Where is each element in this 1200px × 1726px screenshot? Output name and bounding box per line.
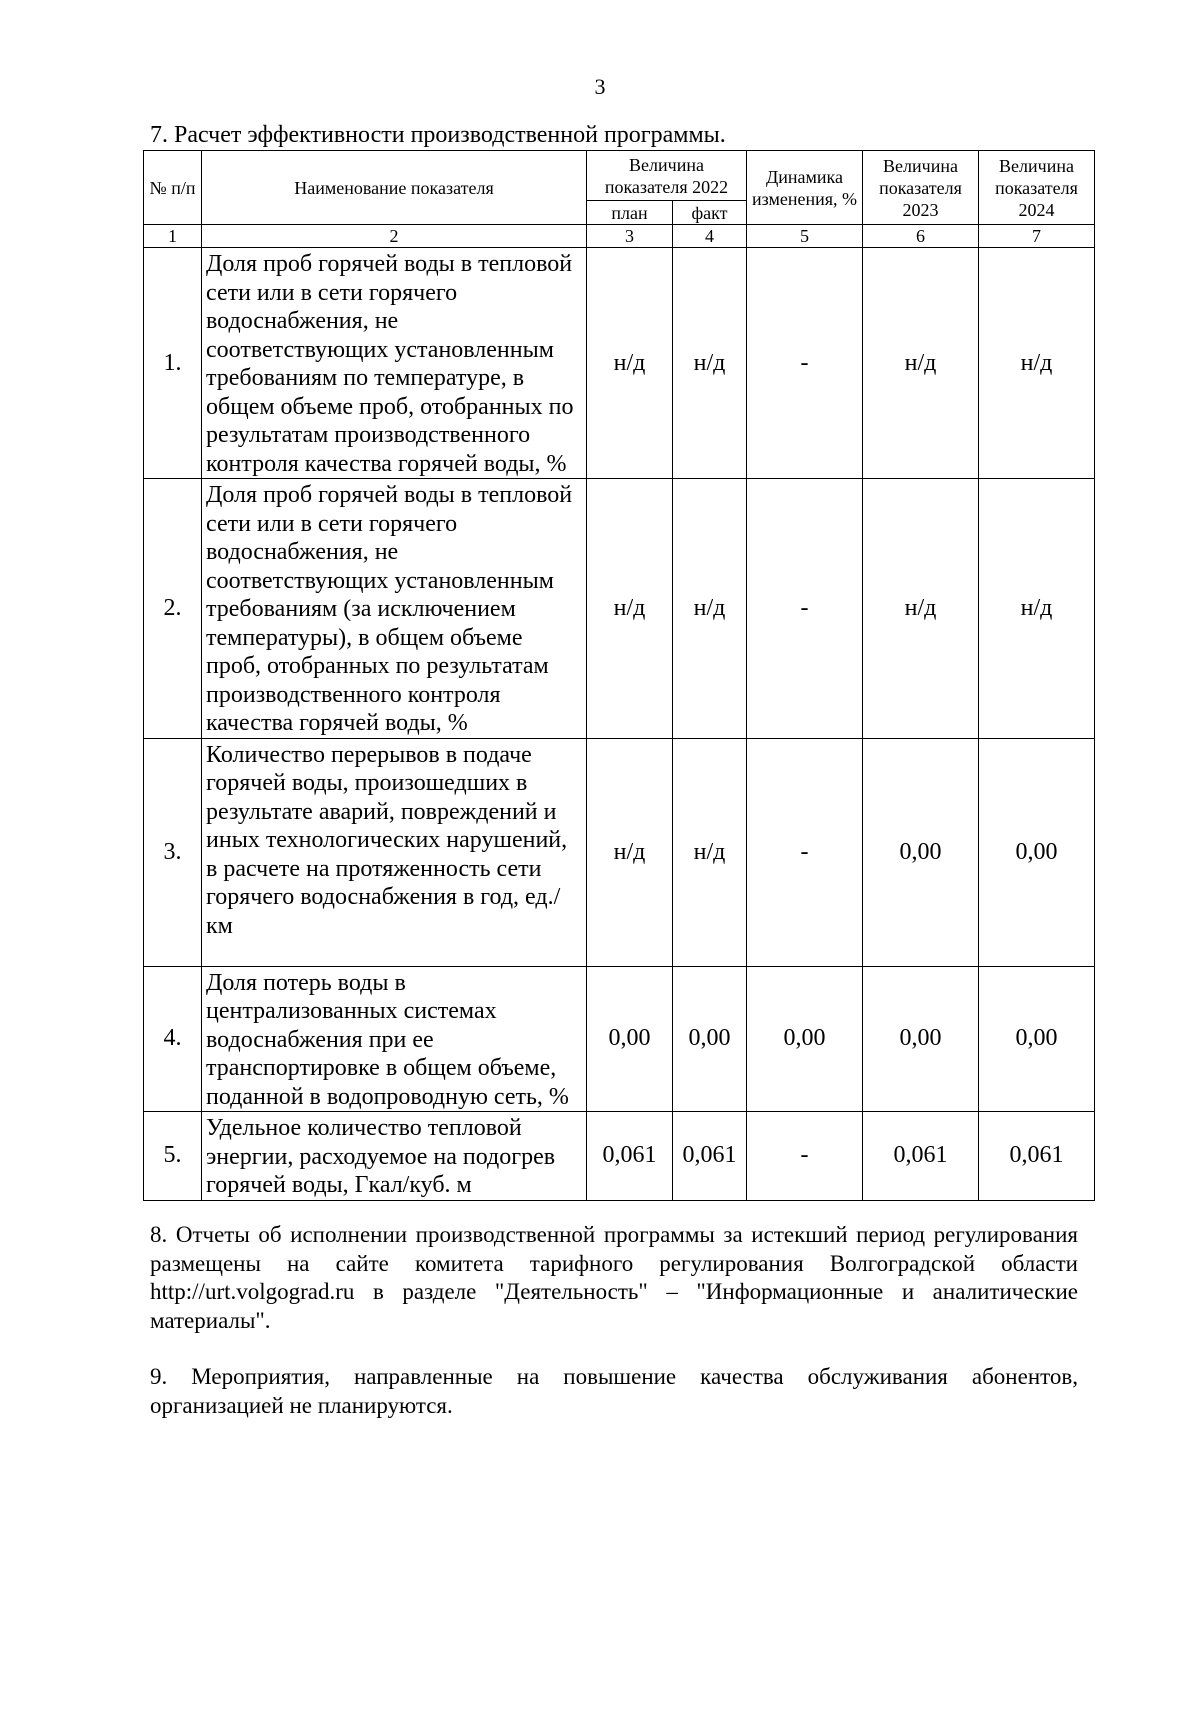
header-value-2024: Величина показателя 2024 (979, 151, 1095, 225)
fact-value: н/д (673, 738, 747, 966)
row-number: 3. (144, 738, 202, 966)
header-dynamics: Динамика изменения, % (747, 151, 863, 225)
value-2023: н/д (863, 479, 979, 739)
row-number: 1. (144, 248, 202, 479)
value-2023: 0,061 (863, 1112, 979, 1201)
column-number: 6 (863, 225, 979, 248)
value-2024: 0,00 (979, 738, 1095, 966)
header-plan: план (587, 201, 673, 225)
dynamics-value: 0,00 (747, 966, 863, 1112)
efficiency-table (143, 150, 1095, 1201)
dynamics-value: - (747, 738, 863, 966)
table-row (144, 738, 1095, 966)
header-value-2023: Величина показателя 2023 (863, 151, 979, 225)
fact-value: н/д (673, 248, 747, 479)
column-number: 7 (979, 225, 1095, 248)
plan-value: н/д (587, 479, 673, 739)
table-row (144, 248, 1095, 479)
value-2024: 0,061 (979, 1112, 1095, 1201)
value-2024: 0,00 (979, 966, 1095, 1112)
section-title: 7. Расчет эффективности производственной программы. (150, 122, 726, 148)
table-row (144, 479, 1095, 739)
row-number: 5. (144, 1112, 202, 1201)
fact-value: н/д (673, 479, 747, 739)
column-number: 4 (673, 225, 747, 248)
indicator-name: Количество перерывов в подаче горячей воды, произошедших в результате аварий, повреждений и иных технологических нарушений, в расчете на протяженность сети горячего водоснабжения в год, ед./км (202, 738, 587, 966)
column-number: 3 (587, 225, 673, 248)
value-2024: н/д (979, 479, 1095, 739)
fact-value: 0,00 (673, 966, 747, 1112)
plan-value: 0,061 (587, 1112, 673, 1201)
indicator-name: Доля проб горячей воды в тепловой сети или в сети горячего водоснабжения, не соответствующих установленным требованиям (за исключением температуры), в общем объеме проб, отобранных по результатам производственного контроля качества горячей воды, % (202, 479, 587, 739)
column-number: 5 (747, 225, 863, 248)
row-number: 2. (144, 479, 202, 739)
plan-value: н/д (587, 738, 673, 966)
value-2023: 0,00 (863, 738, 979, 966)
paragraph-8-reports: 8. Отчеты об исполнении производственной программы за истекший период регулирования размещены на сайте комитета тарифного регулирования Волгоградской области http://urt.volgograd.ru в разделе "Деятельность" – "Информационные и аналитические материалы". (150, 1222, 1078, 1333)
row-number: 4. (144, 966, 202, 1112)
indicator-name: Удельное количество тепловой энергии, расходуемое на подогрев горячей воды, Гкал/куб. м (202, 1112, 587, 1201)
header-name: Наименование показателя (202, 151, 587, 225)
header-fact: факт (673, 201, 747, 225)
column-number: 2 (202, 225, 587, 248)
table-row (144, 966, 1095, 1112)
indicator-name: Доля потерь воды в централизованных системах водоснабжения при ее транспортировке в общем объеме, поданной в водопроводную сеть, % (202, 966, 587, 1112)
paragraph-9-measures: 9. Мероприятия, направленные на повышение качества обслуживания абонентов, организацией не планируются. (150, 1364, 1078, 1418)
table-row (144, 1112, 1095, 1201)
plan-value: 0,00 (587, 966, 673, 1112)
header-num: № п/п (144, 151, 202, 225)
page-number: 3 (594, 74, 606, 99)
fact-value: 0,061 (673, 1112, 747, 1201)
value-2023: 0,00 (863, 966, 979, 1112)
value-2024: н/д (979, 248, 1095, 479)
indicator-name: Доля проб горячей воды в тепловой сети или в сети горячего водоснабжения, не соответствующих установленным требованиям по температуре, в общем объеме проб, отобранных по результатам производственного контроля качества горячей воды, % (202, 248, 587, 479)
value-2023: н/д (863, 248, 979, 479)
dynamics-value: - (747, 479, 863, 739)
dynamics-value: - (747, 1112, 863, 1201)
column-number: 1 (144, 225, 202, 248)
plan-value: н/д (587, 248, 673, 479)
dynamics-value: - (747, 248, 863, 479)
header-value-2022: Величина показателя 2022 (587, 151, 747, 201)
